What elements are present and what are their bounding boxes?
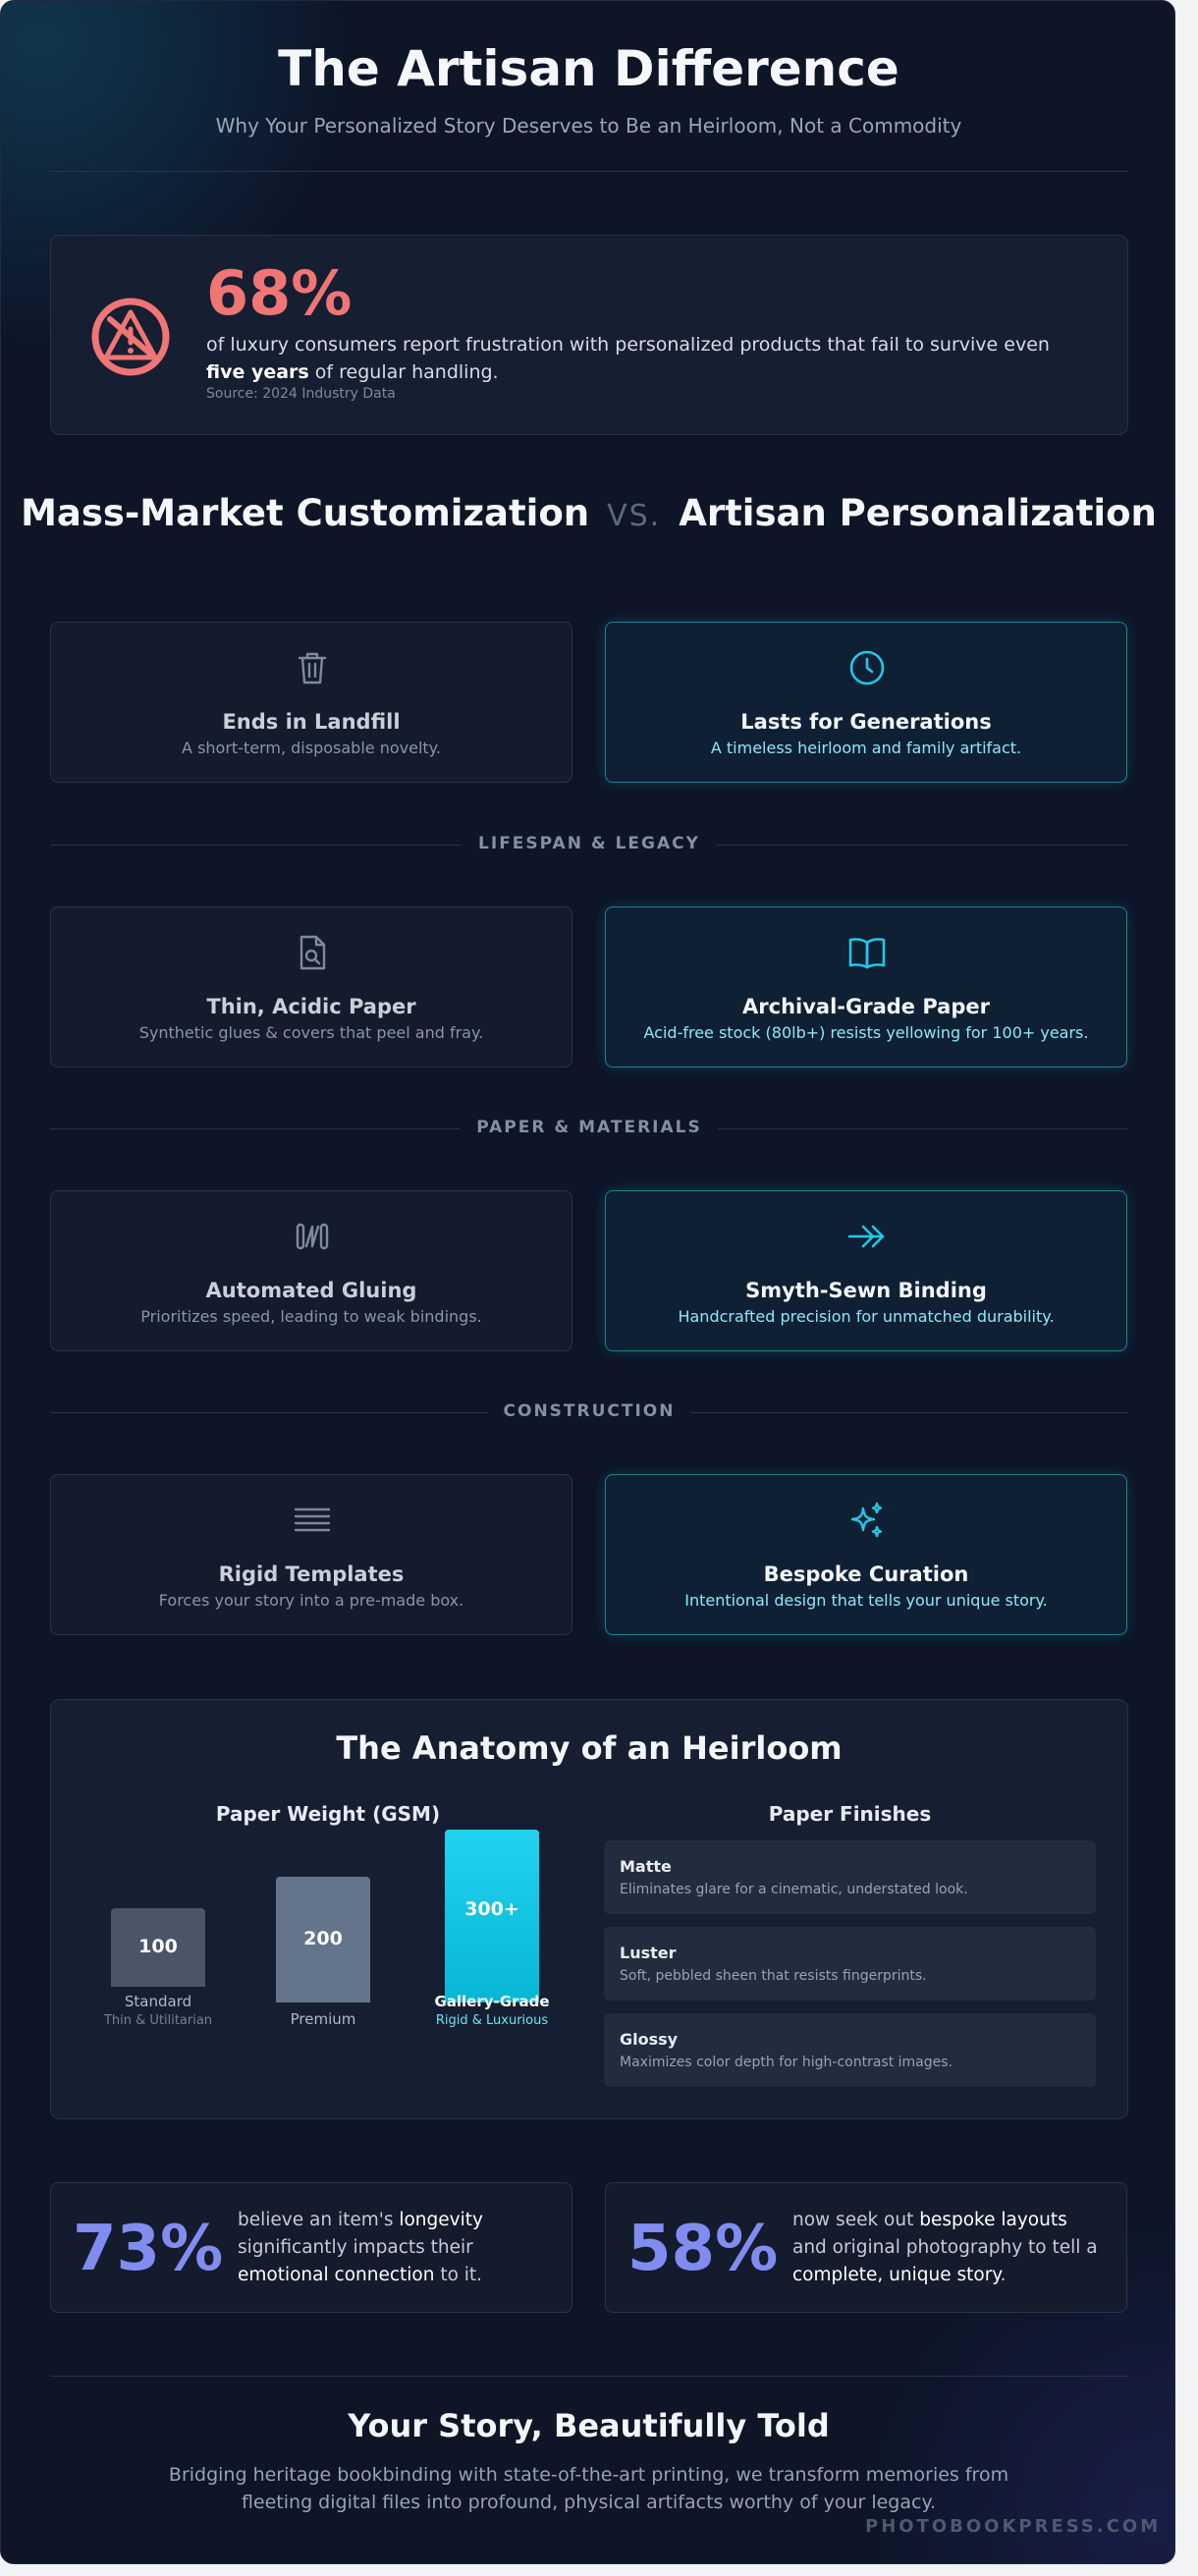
bar-label: Standard (124, 1993, 192, 2010)
bar-value: 200 (303, 1928, 343, 1949)
bespoke-stat-card (605, 2182, 1127, 2313)
longevity-stat-card (50, 2182, 572, 2313)
card-desc: Handcrafted precision for unmatched durability. (678, 1307, 1055, 1326)
card-desc: Synthetic glues & covers that peel and fray. (138, 1023, 484, 1042)
comparison-card-mass (50, 1190, 572, 1351)
anatomy-title: The Anatomy of an Heirloom (336, 1729, 843, 1767)
comparison-card-mass (50, 906, 572, 1068)
finish-desc: Eliminates glare for a cinematic, understated look. (620, 1882, 968, 1897)
stat-description: of luxury consumers report frustration with personalized products that fail to survive even five years of regular handling. (206, 334, 1050, 383)
bar-standard (111, 1908, 205, 1987)
alert-circle-icon (86, 293, 175, 381)
finish-luster (604, 1927, 1096, 2001)
bar-sublabel: Thin & Utilitarian (103, 2013, 213, 2028)
bar-value: 300+ (464, 1898, 519, 1920)
comparison-card-mass (50, 1474, 572, 1635)
lines-icon (293, 1501, 332, 1540)
brand-name: PHOTOBOOKPRESS.COM (865, 2516, 1162, 2537)
file-search-icon (293, 933, 332, 972)
trash-icon (293, 648, 332, 687)
comparison-card-artisan (605, 1190, 1127, 1351)
stat-value: 73% (73, 2213, 224, 2285)
stat-value: 68% (206, 257, 353, 329)
finish-matte (604, 1840, 1096, 1914)
comparison-card-artisan (605, 1474, 1127, 1635)
comparison-heading (1, 492, 1175, 537)
open-book-icon (847, 933, 887, 972)
finish-glossy (604, 2013, 1096, 2087)
bar-label: Gallery-Grade (434, 1993, 550, 2010)
stat-description: believe an item's longevity significantly impacts their emotional connection to it. (238, 2210, 483, 2285)
finish-name: Luster (620, 1944, 677, 1962)
stitch-arrow-icon (847, 1217, 887, 1256)
glue-icon (293, 1217, 332, 1256)
card-title: Archival-Grade Paper (742, 995, 990, 1018)
header-divider (50, 171, 1128, 172)
card-title: Smyth-Sewn Binding (745, 1279, 987, 1302)
bar-gallery-grade (445, 1830, 539, 2002)
footer-divider (50, 2376, 1128, 2377)
card-title: Bespoke Curation (763, 1562, 969, 1586)
stat-description: now seek out bespoke layouts and original photography to tell a complete, unique story. (792, 2210, 1098, 2285)
paper-weight-title: Paper Weight (GSM) (215, 1802, 441, 1826)
card-desc: A short-term, disposable novelty. (182, 739, 441, 757)
finish-name: Matte (620, 1857, 672, 1876)
bar-sublabel: Rigid & Luxurious (435, 2013, 549, 2028)
finish-name: Glossy (620, 2030, 679, 2049)
card-title: Thin, Acidic Paper (206, 995, 416, 1018)
clock-icon (847, 648, 887, 687)
page-subtitle: Why Your Personalized Story Deserves to Be an Heirloom, Not a Commodity (215, 114, 962, 137)
sparkles-icon (847, 1501, 887, 1540)
artisan-heading: Artisan Personalization (679, 492, 1157, 534)
finish-desc: Soft, pebbled sheen that resists fingerprints. (620, 1968, 927, 1984)
frustration-stat-card (50, 235, 1128, 435)
bar-premium (276, 1877, 370, 2002)
section-divider-lifespan: LIFESPAN & LEGACY (50, 834, 1128, 857)
vs-label: VS. (607, 499, 662, 533)
paper-finishes-title: Paper Finishes (768, 1802, 932, 1826)
card-title: Automated Gluing (205, 1279, 417, 1302)
footer-title: Your Story, Beautifully Told (348, 2407, 830, 2444)
finish-desc: Maximizes color depth for high-contrast images. (620, 2055, 953, 2070)
card-desc: A timeless heirloom and family artifact. (710, 739, 1022, 757)
mass-market-heading: Mass-Market Customization (21, 492, 590, 534)
section-divider-construction: CONSTRUCTION (50, 1401, 1128, 1425)
bar-value: 100 (138, 1936, 178, 1957)
comparison-card-artisan (605, 622, 1127, 783)
comparison-card-mass (50, 622, 572, 783)
bar-label: Premium (290, 2010, 356, 2028)
card-title: Rigid Templates (218, 1562, 405, 1586)
section-divider-materials: PAPER & MATERIALS (50, 1118, 1128, 1141)
anatomy-section (50, 1699, 1128, 2119)
stat-source: Source: 2024 Industry Data (206, 386, 396, 402)
card-desc: Acid-free stock (80lb+) resists yellowing for 100+ years. (643, 1023, 1089, 1042)
card-desc: Intentional design that tells your unique story. (684, 1591, 1048, 1610)
card-title: Lasts for Generations (740, 710, 992, 734)
card-desc: Forces your story into a pre-made box. (158, 1591, 464, 1610)
stat-value: 58% (627, 2213, 779, 2285)
card-title: Ends in Landfill (222, 710, 401, 734)
card-desc: Prioritizes speed, leading to weak bindings. (140, 1307, 482, 1326)
page-title: The Artisan Difference (278, 40, 899, 97)
footer-text: Bridging heritage bookbinding with state-of-the-art printing, we transform memories from fleeting digital files into profound, physical artifacts worthy of your legacy. (168, 2464, 1009, 2513)
comparison-card-artisan (605, 906, 1127, 1068)
